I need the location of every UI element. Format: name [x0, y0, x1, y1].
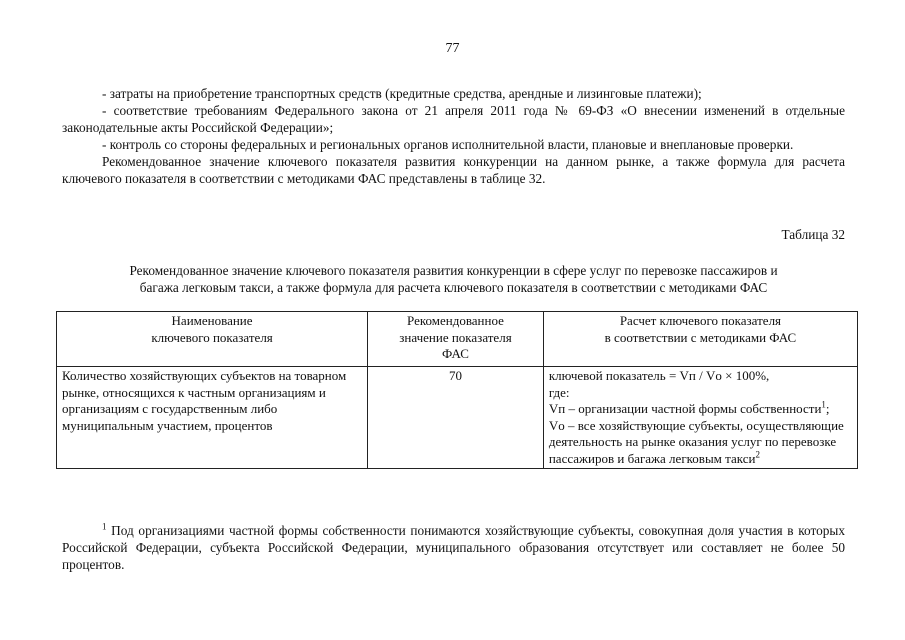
table-title — [62, 262, 845, 296]
table-label: Таблица 32 — [781, 227, 845, 242]
footnote-ref: 1 — [821, 399, 826, 410]
header-recommended-value: Рекомендованное значение показателя ФАС — [368, 312, 544, 367]
header-indicator-name: Наименование ключевого показателя — [57, 312, 368, 367]
footnote-mark: 1 — [102, 521, 107, 532]
bullet-item: - затраты на приобретение транспортных средств (кредитные средства, арендные и лизинговые платежи); — [102, 86, 702, 101]
footnote — [62, 522, 845, 573]
page-number: 77 — [445, 41, 460, 56]
value-cell: 70 — [368, 367, 544, 469]
table-title-line: багажа легковым такси, а также формула для расчета ключевого показателя в соответствии с методиками ФАС — [139, 280, 768, 295]
intro-paragraph: Рекомендованное значение ключевого показателя развития конкуренции на данном рынке, а также формула для расчета ключевого показателя в соответствии с методиками ФАС представлены в таблице 32. — [62, 154, 845, 186]
formula-vo-definition: Vо – все хозяйствующие субъекты, осуществляющие деятельность на рынке оказания услуг по перевозке пассажиров и багажа легковым такси$^2$ — [548, 417, 844, 466]
formula-vp-definition: Vп – организации частной формы собственности$^1$; — [548, 399, 830, 416]
table-title-line: Рекомендованное значение ключевого показателя развития конкуренции в сфере услуг по перевозке пассажиров и — [129, 263, 778, 278]
bullet-item: - контроль со стороны федеральных и региональных органов исполнительной власти, плановые и внеплановые проверки. — [102, 137, 794, 152]
bullet-item: - соответствие требованиям Федерального закона от 21 апреля 2011 года № 69-ФЗ «О внесении изменений в отдельные законодательные акты Российской Федерации»; — [62, 103, 845, 135]
formula-line: ключевой показатель = Vп / Vо × 100%, — [548, 368, 770, 383]
table-header-row — [57, 312, 858, 367]
footnote-ref: 2 — [755, 449, 760, 460]
indicator-table — [56, 311, 858, 469]
table-row — [57, 367, 858, 469]
calculation-cell — [543, 367, 857, 469]
footnote-text: Под организациями частной формы собственности понимаются хозяйствующие субъекты, совокупная доля участия в которых Российской Федерации, субъекта Российской Федерации, муниципального образования отсутствует или составляет не более 50 процентов. — [62, 523, 845, 572]
body-text — [62, 85, 845, 187]
formula-where: где: — [548, 384, 570, 400]
header-calculation: Расчет ключевого показателя в соответствии с методиками ФАС — [543, 312, 857, 367]
indicator-cell: Количество хозяйствующих субъектов на товарном рынке, относящихся к частным организациям и организациям с государственным либо муниципальным участием, процентов — [57, 367, 368, 469]
